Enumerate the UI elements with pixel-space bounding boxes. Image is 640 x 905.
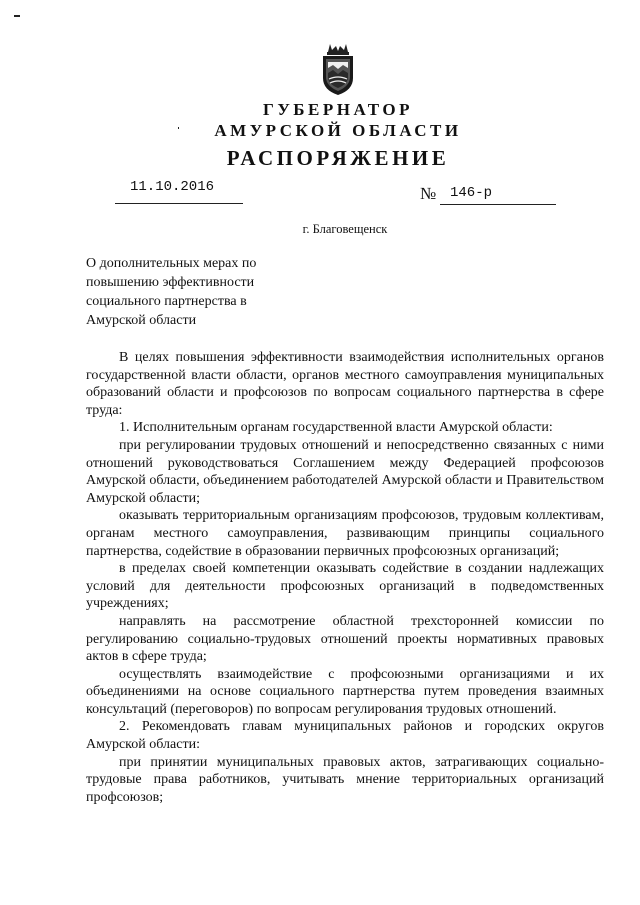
subject-line: Амурской области — [86, 313, 197, 328]
document-number: 146-р — [450, 185, 493, 201]
document-subject — [86, 254, 286, 330]
body-paragraph: В целях повышения эффективности взаимодействия исполнительных органов государственной власти области, органов местного самоуправления муниципальных образований области и профсоюзов по вопросам социального партнерства в сфере труда: — [86, 350, 604, 418]
body-paragraph: 1. Исполнительным органам государственной власти Амурской области: — [119, 420, 553, 436]
subject-line: социального партнерства в — [86, 294, 247, 309]
body-paragraph: 2. Рекомендовать главам муниципальных районов и городских округов Амурской области: — [86, 719, 604, 753]
scan-mark — [14, 15, 20, 17]
document-body — [86, 349, 604, 806]
document-title: РАСПОРЯЖЕНИЕ — [226, 146, 450, 170]
body-paragraph: осуществлять взаимодействие с профсоюзными организациями и их объединениями на основе социального партнерства путем проведения взаимных консультаций (переговоров) по вопросам регулирования трудовых отношений. — [86, 666, 604, 717]
subject-line: О дополнительных мерах по — [86, 256, 257, 271]
scan-mark — [178, 127, 179, 129]
header-governor: ГУБЕРНАТОР — [263, 100, 413, 119]
document-date: 11.10.2016 — [130, 179, 215, 195]
number-sign: № — [420, 184, 437, 203]
number-underline — [440, 204, 556, 205]
subject-line: повышению эффективности — [86, 275, 255, 290]
body-paragraph: оказывать территориальным организациям профсоюзов, трудовым коллективам, органам местного самоуправления, развивающим принципы социального партнерства, содействие в образовании первичных профсоюзных организаций; — [86, 508, 604, 559]
header-region: АМУРСКОЙ ОБЛАСТИ — [214, 121, 462, 140]
date-underline — [115, 203, 243, 204]
body-paragraph: при принятии муниципальных правовых актов, затрагивающих социально-трудовые права работников, учитывать мнение территориальных организаций профсоюзов; — [86, 754, 604, 805]
city-name: г. Благовещенск — [302, 222, 388, 236]
coat-of-arms-icon — [318, 40, 358, 96]
body-paragraph: в пределах своей компетенции оказывать содействие в создании надлежащих условий для деятельности профсоюзных организаций в подведомственных учреждениях; — [86, 561, 604, 612]
body-paragraph: при регулировании трудовых отношений и непосредственно связанных с ними отношений руководствоваться Соглашением между Федерацией профсоюзов Амурской области, объединением работодателей Амурской области и Правительством Амурской области; — [86, 437, 604, 506]
body-paragraph: направлять на рассмотрение областной трехсторонней комиссии по регулированию социально-трудовых отношений проекты нормативных правовых актов в сфере труда; — [86, 613, 604, 665]
